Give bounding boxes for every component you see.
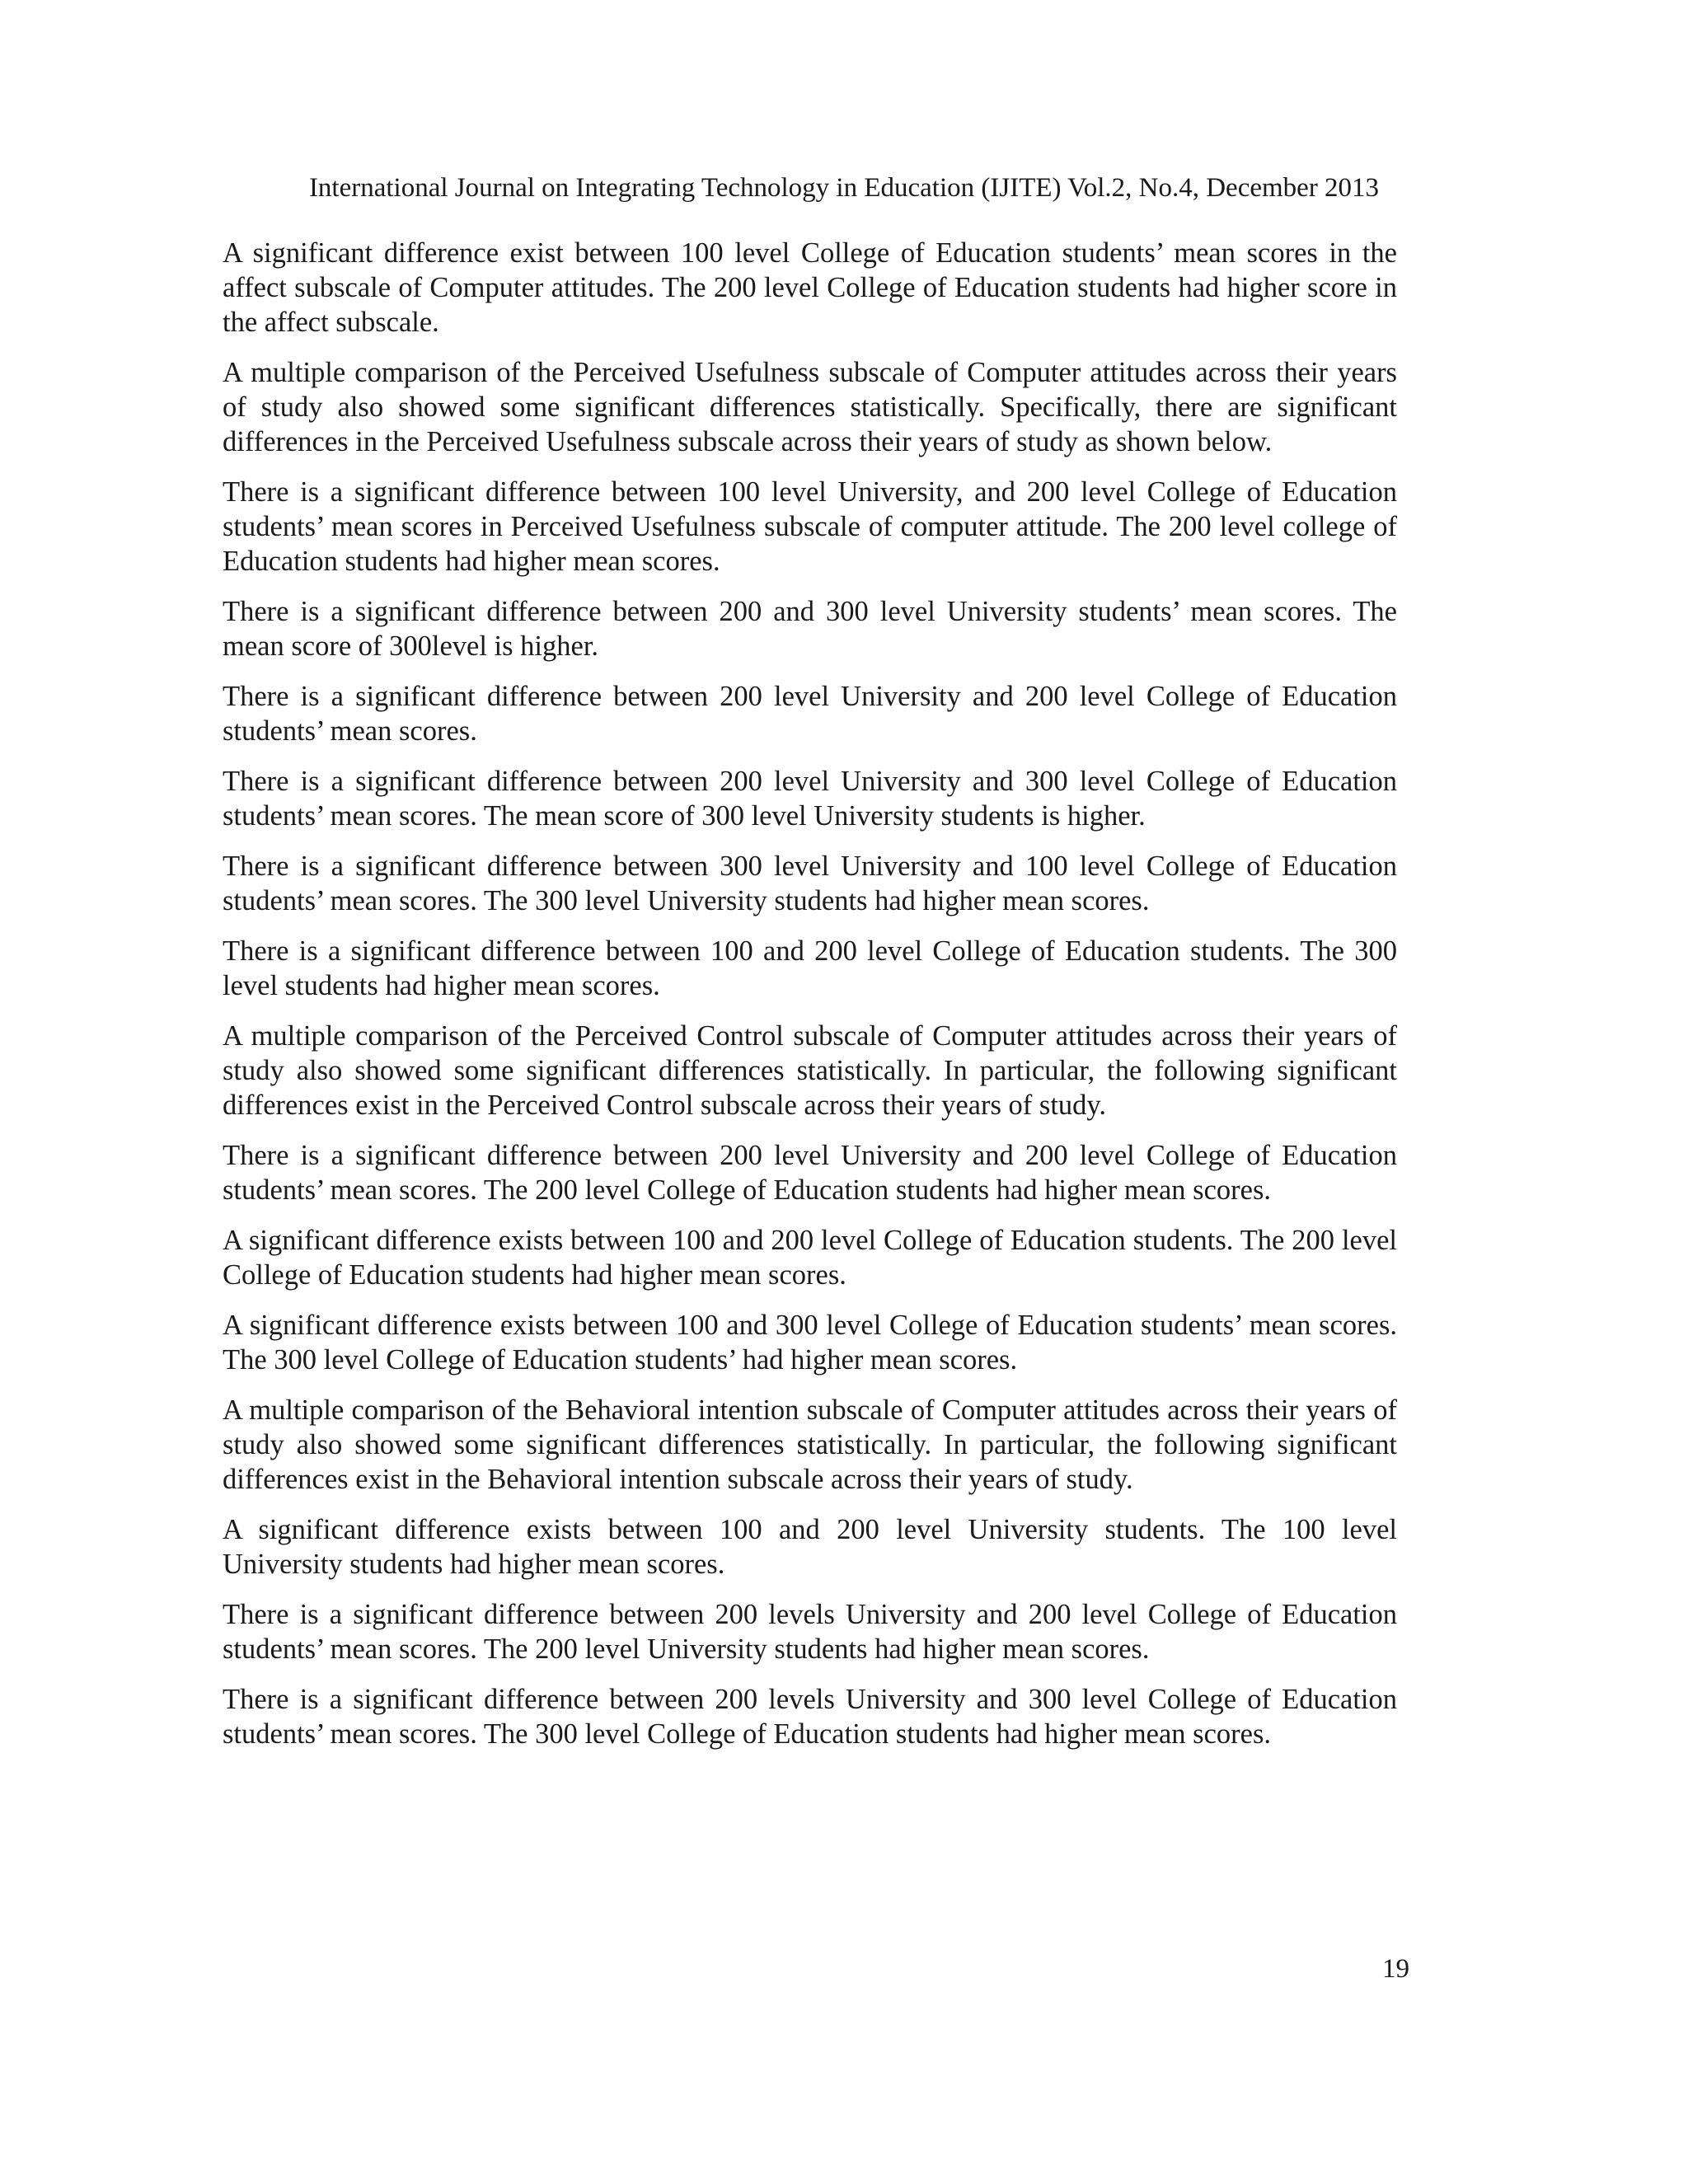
paragraph: A significant difference exists between 100 and 200 level College of Education students. The 200 level College of Education students had higher mean scores. bbox=[223, 1225, 1397, 1291]
paragraph: There is a significant difference between 100 and 200 level College of Education students. The 300 level students had higher mean scores. bbox=[223, 935, 1397, 1001]
paragraph: A significant difference exist between 100 level College of Education students’ mean scores in the affect subscale of Computer attitudes. The 200 level College of Education students had higher score in the affect subscale. bbox=[223, 237, 1397, 338]
article-body bbox=[223, 236, 1397, 1767]
paragraph: There is a significant difference between 200 levels University and 200 level College of Education students’ mean scores. The 200 level University students had higher mean scores. bbox=[223, 1599, 1397, 1665]
paragraph: There is a significant difference between 200 levels University and 300 level College of Education students’ mean scores. The 300 level College of Education students had higher mean scores. bbox=[223, 1684, 1397, 1750]
paragraph: A multiple comparison of the Perceived Control subscale of Computer attitudes across their years of study also showed some significant differences statistically. In particular, the following significant differences exist in the Perceived Control subscale across their years of study. bbox=[223, 1020, 1397, 1121]
paragraph: A significant difference exists between 100 and 300 level College of Education students’ mean scores. The 300 level College of Education students’ had higher mean scores. bbox=[223, 1310, 1397, 1376]
paragraph: A multiple comparison of the Perceived Usefulness subscale of Computer attitudes across their years of study also showed some significant differences statistically. Specifically, there are significant differences in the Perceived Usefulness subscale across their years of study as shown below. bbox=[223, 357, 1397, 457]
journal-header: International Journal on Integrating Technology in Education (IJITE) Vol.2, No.4, December 2013 bbox=[308, 173, 1380, 203]
paragraph: There is a significant difference between 200 level University and 200 level College of Education students’ mean scores. The 200 level College of Education students had higher mean scores. bbox=[223, 1140, 1397, 1206]
paragraph: There is a significant difference between 200 level University and 200 level College of Education students’ mean scores. bbox=[223, 681, 1397, 747]
paragraph: There is a significant difference between 100 level University, and 200 level College of Education students’ mean scores in Perceived Usefulness subscale of computer attitude. The 200 level college of Education students had higher mean scores. bbox=[223, 476, 1397, 577]
paragraph: There is a significant difference between 300 level University and 100 level College of Education students’ mean scores. The 300 level University students had higher mean scores. bbox=[223, 851, 1397, 916]
paragraph: A significant difference exists between 100 and 200 level University students. The 100 level University students had higher mean scores. bbox=[223, 1514, 1397, 1580]
paragraph: There is a significant difference between 200 and 300 level University students’ mean scores. The mean score of 300level is higher. bbox=[223, 596, 1397, 662]
paragraph: There is a significant difference between 200 level University and 300 level College of Education students’ mean scores. The mean score of 300 level University students is higher. bbox=[223, 766, 1397, 832]
page-number: 19 bbox=[1382, 1954, 1409, 1984]
paragraph: A multiple comparison of the Behavioral intention subscale of Computer attitudes across their years of study also showed some significant differences statistically. In particular, the following significant differences exist in the Behavioral intention subscale across their years of study. bbox=[223, 1394, 1397, 1495]
